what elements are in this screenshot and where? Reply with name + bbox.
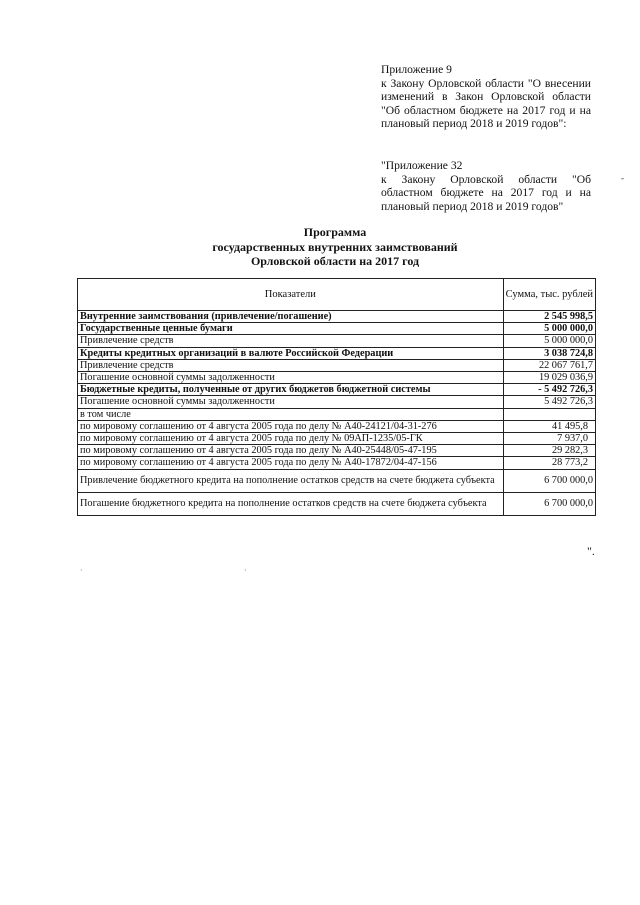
row-label: по мировому соглашению от 4 августа 2005 года по делу № А40-24121/04-31-276 [78, 420, 504, 432]
appendix-9-title: Приложение 9 [381, 63, 452, 76]
appendix-9-text: к Закону Орловской области "О внесении изменений в Закон Орловской области "Об областном бюджете на 2017 год и на плановый период 2018 и 2019 годов": [381, 76, 591, 130]
table-row-bank-credits [78, 347, 596, 359]
row-label: по мировому соглашению от 4 августа 2005 года по делу № А40-25448/05-47-195 [78, 445, 504, 457]
table-row [78, 408, 596, 420]
appendix-9-block [381, 63, 591, 131]
table-row [78, 492, 596, 515]
row-label: Погашение основной суммы задолженности [78, 372, 504, 384]
header-amount: Сумма, тыс. рублей [503, 279, 595, 311]
table-row [78, 433, 596, 445]
appendix-32-text: к Закону Орловской области "Об областном бюджете на 2017 год и на плановый период 2018 и 2019 годов" [381, 172, 591, 213]
row-label: Кредиты кредитных организаций в валюте Российской Федерации [78, 347, 504, 359]
document-title [70, 225, 600, 269]
closing-quote: ". [587, 544, 595, 558]
row-amount: 6 700 000,0 [503, 469, 595, 492]
table-row [78, 457, 596, 469]
row-label: Привлечение средств [78, 359, 504, 371]
table-header-row [78, 279, 596, 311]
row-amount [503, 408, 595, 420]
scan-speck: · [80, 566, 83, 575]
row-label: Привлечение средств [78, 335, 504, 347]
table-row-budget-credits [78, 384, 596, 396]
row-amount: 3 038 724,8 [503, 347, 595, 359]
table-row-securities [78, 323, 596, 335]
table-row [78, 469, 596, 492]
table-row-internal-borrowings [78, 311, 596, 323]
row-label: по мировому соглашению от 4 августа 2005 года по делу № 09АП-1235/05-ГК [78, 433, 504, 445]
title-line-2: государственных внутренних заимствований [212, 239, 458, 254]
row-label: в том числе [78, 408, 504, 420]
table-row [78, 335, 596, 347]
row-label: Погашение основной суммы задолженности [78, 396, 504, 408]
row-label: Бюджетные кредиты, полученные от других бюджетов бюджетной системы [78, 384, 504, 396]
title-line-3: Орловской области на 2017 год [250, 254, 420, 268]
row-amount: 6 700 000,0 [503, 492, 595, 515]
row-amount: - 5 492 726,3 [503, 384, 595, 396]
row-amount: 5 000 000,0 [503, 323, 595, 335]
header-indicator: Показатели [78, 279, 504, 311]
row-label: Погашение бюджетного кредита на пополнение остатков средств на счете бюджета субъекта [78, 492, 504, 515]
table-row [78, 396, 596, 408]
row-amount: 41 495,8 [503, 420, 595, 432]
row-amount: 5 492 726,3 [503, 396, 595, 408]
row-label: Государственные ценные бумаги [78, 323, 504, 335]
row-amount: 22 067 761,7 [503, 359, 595, 371]
row-amount: 5 000 000,0 [503, 335, 595, 347]
table-row [78, 420, 596, 432]
title-line-1: Программа [303, 225, 367, 239]
row-amount: 28 773,2 [503, 457, 595, 469]
row-amount: 19 029 036,9 [503, 372, 595, 384]
margin-mark: - [621, 173, 624, 183]
row-amount: 29 282,3 [503, 445, 595, 457]
table-row [78, 359, 596, 371]
appendix-32-block [381, 159, 591, 213]
appendix-32-title: "Приложение 32 [381, 159, 463, 172]
row-amount: 7 937,0 [503, 433, 595, 445]
borrowing-program-table [77, 278, 596, 516]
table-row [78, 445, 596, 457]
table-row [78, 372, 596, 384]
row-amount: 2 545 998,5 [503, 311, 595, 323]
row-label: Внутренние заимствования (привлечение/погашение) [78, 311, 504, 323]
row-label: Привлечение бюджетного кредита на пополнение остатков средств на счете бюджета субъекта [78, 469, 504, 492]
scan-speck: · [244, 566, 247, 575]
row-label: по мировому соглашению от 4 августа 2005 года по делу № А40-17872/04-47-156 [78, 457, 504, 469]
